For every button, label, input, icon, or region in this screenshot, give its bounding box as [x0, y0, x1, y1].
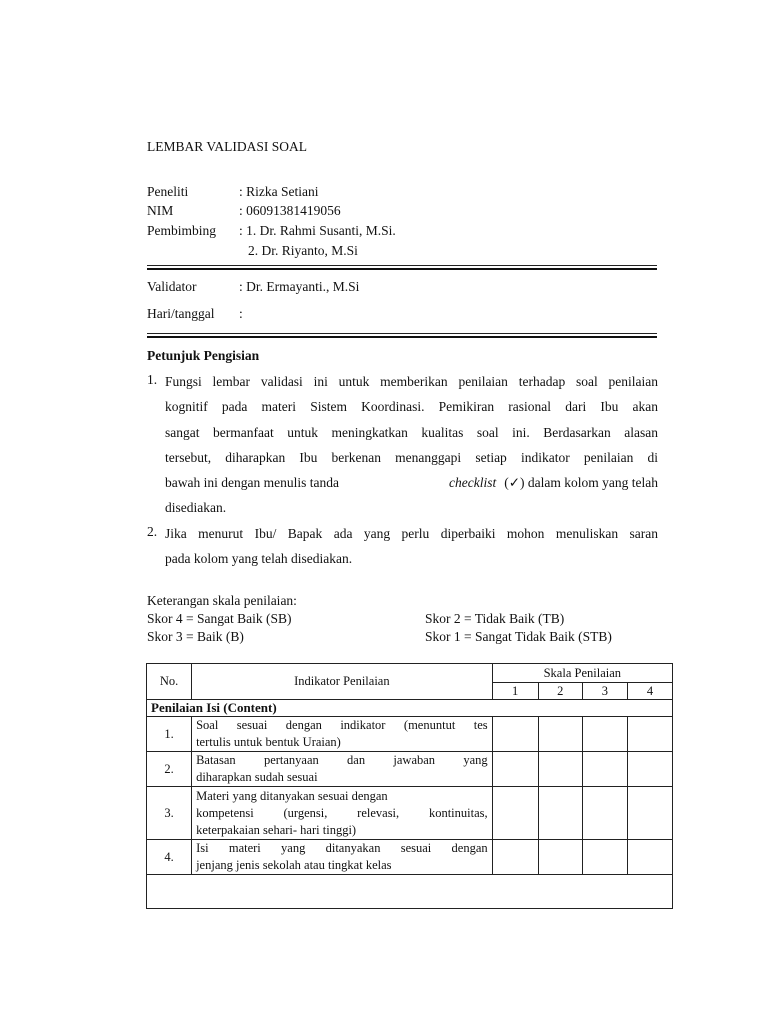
- hari-tanggal-value: :: [239, 306, 243, 321]
- score-cell[interactable]: [627, 787, 672, 840]
- indikator-line: Isi materi yang ditanyakan sesuai dengan: [196, 841, 488, 855]
- section-label: Penilaian Isi (Content): [147, 700, 673, 717]
- paragraph-line: kognitif pada materi Sistem Koordinasi. Pemikiran rasional dari Ibu akan: [165, 399, 658, 415]
- indikator-line: Batasan pertanyaan dan jawaban yang: [196, 753, 488, 767]
- table-row: [147, 840, 673, 875]
- score-cell[interactable]: [627, 840, 672, 875]
- indikator-cell: [192, 752, 493, 787]
- indikator-line: tertulis untuk bentuk Uraian): [196, 735, 341, 749]
- score-cell[interactable]: [538, 840, 582, 875]
- validation-table: [146, 663, 673, 909]
- score-cell[interactable]: [538, 787, 582, 840]
- indikator-line: Soal sesuai dengan indikator (menuntut tes: [196, 718, 488, 732]
- petunjuk-heading: Petunjuk Pengisian: [147, 348, 260, 363]
- score-cell[interactable]: [492, 787, 538, 840]
- indikator-line: kompetensi (urgensi, relevasi, kontinuitas,: [196, 805, 488, 820]
- table-row: [147, 717, 673, 752]
- skala-heading: Keterangan skala penilaian:: [147, 593, 297, 608]
- row-number: 1.: [147, 717, 192, 752]
- score-cell[interactable]: [538, 717, 582, 752]
- score-cell[interactable]: [492, 752, 538, 787]
- header-skala: Skala Penilaian: [492, 664, 672, 683]
- header-no: No.: [147, 664, 192, 700]
- paragraph-line: sangat bermanfaat untuk meningkatkan kualitas soal ini. Berdasarkan alasan: [165, 424, 658, 440]
- row-number: 3.: [147, 787, 192, 840]
- page-title: LEMBAR VALIDASI SOAL: [147, 139, 308, 154]
- header-score: 1: [492, 683, 538, 700]
- skor-2: Skor 2 = Tidak Baik (TB): [425, 611, 565, 626]
- divider-line: [147, 265, 657, 266]
- paragraph-line: tersebut, diharapkan Ibu berkenan menanggapi setiap indikator penilaian di: [165, 449, 658, 465]
- indikator-cell: [192, 840, 493, 875]
- pembimbing-2: 2. Dr. Riyanto, M.Si: [248, 243, 358, 258]
- paragraph-line: Jika menurut Ibu/ Bapak ada yang perlu diperbaiki mohon menuliskan saran: [165, 526, 658, 541]
- paragraph-line: disediakan.: [165, 500, 227, 516]
- header-score: 3: [582, 683, 627, 700]
- skor-1: Skor 1 = Sangat Tidak Baik (STB): [425, 629, 612, 644]
- text-fragment-group: [449, 470, 658, 495]
- empty-cell: [147, 875, 673, 909]
- indikator-line: Materi yang ditanyakan sesuai dengan: [196, 788, 388, 803]
- score-cell[interactable]: [627, 717, 672, 752]
- row-number: 4.: [147, 840, 192, 875]
- empty-row: [147, 875, 673, 909]
- table-row: [147, 787, 673, 840]
- row-number: 2.: [147, 752, 192, 787]
- header-score: 4: [627, 683, 672, 700]
- table-row: [147, 752, 673, 787]
- header-score: 2: [538, 683, 582, 700]
- score-cell[interactable]: [627, 752, 672, 787]
- nim-value: : 06091381419056: [239, 203, 341, 218]
- score-cell[interactable]: [492, 717, 538, 752]
- paragraph-line: [165, 470, 658, 495]
- divider-line: [147, 336, 657, 338]
- paragraph-line: pada kolom yang telah disediakan.: [165, 551, 353, 567]
- indikator-line: diharapkan sudah sesuai: [196, 770, 318, 784]
- score-cell[interactable]: [582, 840, 627, 875]
- indikator-line: jenjang jenis sekolah atau tingkat kelas: [196, 858, 392, 872]
- divider-line: [147, 333, 657, 334]
- hari-tanggal-label: Hari/tanggal: [147, 306, 215, 321]
- petunjuk-item-2: [165, 521, 658, 572]
- list-number: 2.: [147, 524, 158, 539]
- pembimbing-label: Pembimbing: [147, 223, 217, 238]
- text-fragment: bawah ini dengan menulis tanda: [165, 475, 339, 491]
- header-indikator: Indikator Penilaian: [192, 664, 493, 700]
- peneliti-value: : Rizka Setiani: [239, 184, 319, 199]
- peneliti-label: Peneliti: [147, 184, 189, 199]
- skor-4: Skor 4 = Sangat Baik (SB): [147, 611, 292, 626]
- validator-label: Validator: [147, 279, 197, 294]
- table-header-row: [147, 664, 673, 683]
- section-row: [147, 700, 673, 717]
- list-number: 1.: [147, 372, 158, 387]
- score-cell[interactable]: [538, 752, 582, 787]
- score-cell[interactable]: [582, 752, 627, 787]
- skor-3: Skor 3 = Baik (B): [147, 629, 244, 644]
- indikator-cell: [192, 787, 493, 840]
- pembimbing-1: : 1. Dr. Rahmi Susanti, M.Si.: [239, 223, 396, 238]
- score-cell[interactable]: [492, 840, 538, 875]
- score-cell[interactable]: [582, 717, 627, 752]
- score-cell[interactable]: [582, 787, 627, 840]
- divider-line: [147, 268, 657, 270]
- validator-value: : Dr. Ermayanti., M.Si: [239, 279, 360, 294]
- petunjuk-item-1: [165, 369, 658, 521]
- checklist-term: checklist: [448, 475, 497, 491]
- indikator-line: keterpakaian sehari- hari tinggi): [196, 822, 357, 837]
- text-fragment: (✓) dalam kolom yang telah: [504, 475, 658, 491]
- indikator-cell: [192, 717, 493, 752]
- nim-label: NIM: [147, 203, 174, 218]
- paragraph-line: Fungsi lembar validasi ini untuk memberikan penilaian terhadap soal penilaian: [165, 374, 658, 389]
